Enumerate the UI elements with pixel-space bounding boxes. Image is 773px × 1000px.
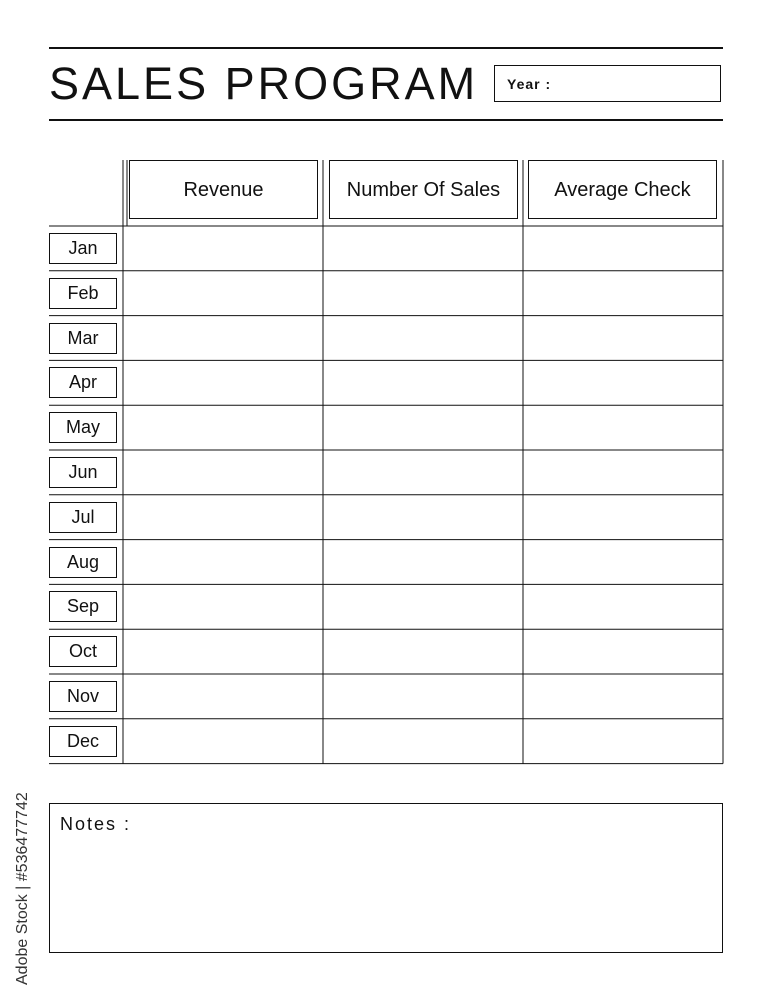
table-cell[interactable] [524,227,722,270]
table-cell[interactable] [524,317,722,360]
table-cell[interactable] [124,451,322,494]
month-label-jul: Jul [49,502,117,533]
month-label-nov: Nov [49,681,117,712]
table-cell[interactable] [124,541,322,584]
table-cell[interactable] [524,630,722,673]
table-cell[interactable] [324,361,522,404]
table-cell[interactable] [324,451,522,494]
month-label-jun: Jun [49,457,117,488]
table-cell[interactable] [324,496,522,539]
table-cell[interactable] [124,272,322,315]
column-header: Average Check [528,160,717,219]
table-cell[interactable] [324,675,522,718]
table-cell[interactable] [524,675,722,718]
table-cell[interactable] [124,585,322,628]
table-cell[interactable] [324,720,522,763]
table-cell[interactable] [524,451,722,494]
table-cell[interactable] [524,496,722,539]
table-cell[interactable] [124,317,322,360]
column-header: Number Of Sales [329,160,518,219]
table-cell[interactable] [324,406,522,449]
table-cell[interactable] [324,272,522,315]
notes-box[interactable] [49,803,723,953]
table-cell[interactable] [324,317,522,360]
table-cell[interactable] [124,361,322,404]
month-label-aug: Aug [49,547,117,578]
table-cell[interactable] [124,630,322,673]
month-label-oct: Oct [49,636,117,667]
table-cell[interactable] [524,720,722,763]
table-cell[interactable] [124,496,322,539]
month-label-mar: Mar [49,323,117,354]
notes-label: Notes : [60,814,132,834]
table-cell[interactable] [324,227,522,270]
stock-credit-watermark: Adobe Stock | #536477742 [14,792,31,985]
table-cell[interactable] [324,630,522,673]
year-label: Year : [507,76,552,92]
column-header: Revenue [129,160,318,219]
table-cell[interactable] [524,541,722,584]
table-cell[interactable] [524,585,722,628]
month-label-feb: Feb [49,278,117,309]
table-cell[interactable] [324,585,522,628]
table-cell[interactable] [124,406,322,449]
table-cell[interactable] [524,406,722,449]
table-cell[interactable] [324,541,522,584]
month-label-dec: Dec [49,726,117,757]
month-label-may: May [49,412,117,443]
month-label-sep: Sep [49,591,117,622]
month-label-apr: Apr [49,367,117,398]
month-label-jan: Jan [49,233,117,264]
table-cell[interactable] [124,675,322,718]
page-title: SALES PROGRAM [49,58,479,109]
notes-input[interactable] [58,842,714,944]
table-cell[interactable] [124,720,322,763]
table-cell[interactable] [124,227,322,270]
table-cell[interactable] [524,361,722,404]
table-cell[interactable] [524,272,722,315]
